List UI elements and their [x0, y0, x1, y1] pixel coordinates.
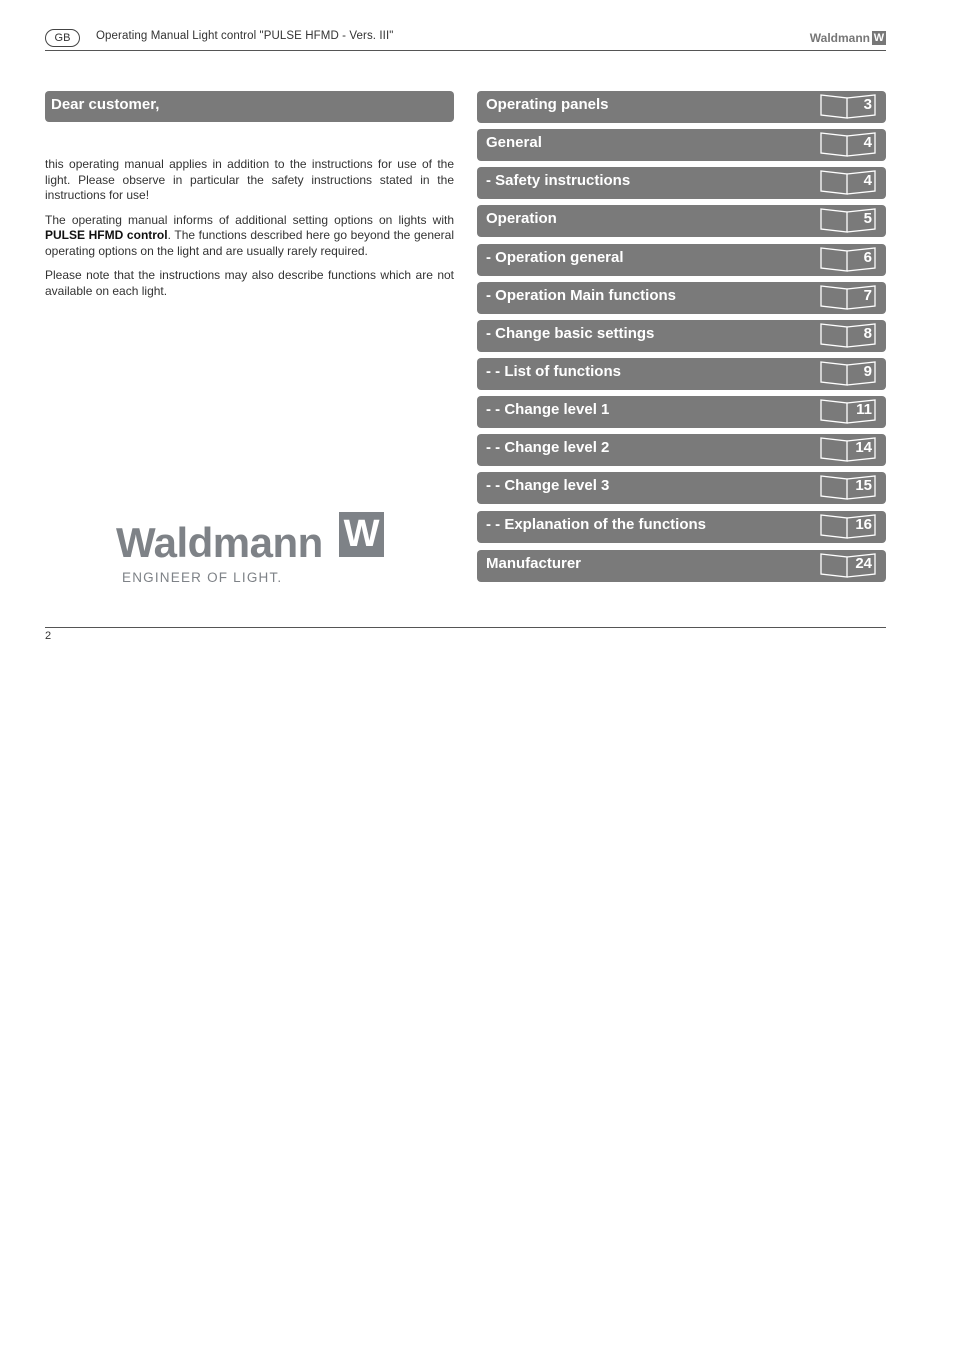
language-badge: GB [45, 29, 80, 47]
header-logo-mark: W [873, 32, 885, 44]
toc-page-number: 3 [863, 96, 872, 113]
toc-item[interactable] [477, 244, 886, 276]
toc-page-number: 5 [863, 210, 872, 227]
toc-page-number: 9 [863, 363, 872, 380]
footer-divider [45, 627, 886, 628]
toc-item-label: - - Change level 1 [486, 401, 610, 418]
toc-page-number: 4 [863, 172, 872, 189]
logo-wordmark: Waldmann [116, 519, 323, 566]
toc-item[interactable] [477, 550, 886, 582]
logo-tagline: ENGINEER OF LIGHT. [122, 570, 283, 585]
toc-item[interactable] [477, 205, 886, 237]
page-header [45, 28, 886, 51]
toc-page-number: 8 [863, 325, 872, 342]
document-title: Operating Manual Light control "PULSE HFMD - Vers. III" [96, 30, 394, 42]
toc-item-label: General [486, 134, 542, 151]
toc-page-number: 11 [856, 401, 872, 418]
toc-item-label: - Change basic settings [486, 325, 655, 342]
toc-item-label: - - Change level 3 [486, 477, 610, 494]
toc-item[interactable] [477, 91, 886, 123]
toc-item-label: Operating panels [486, 96, 609, 113]
toc-item[interactable] [477, 129, 886, 161]
intro-text [45, 157, 454, 308]
logo-mark: W [339, 512, 384, 557]
toc-item[interactable] [477, 282, 886, 314]
toc-page-number: 24 [855, 555, 872, 572]
product-name: PULSE HFMD control [45, 228, 168, 242]
toc-item[interactable] [477, 511, 886, 543]
toc-item[interactable] [477, 396, 886, 428]
intro-paragraph-2 [45, 213, 454, 260]
toc-item-label: Operation [486, 210, 557, 227]
toc-page-number: 7 [863, 287, 872, 304]
intro-paragraph-1: this operating manual applies in addition to the instructions for use of the light. Please observe in particular the safety instructions stated in the instructions for use! [45, 157, 454, 202]
toc-item[interactable] [477, 472, 886, 504]
toc-item-label: - Operation Main functions [486, 287, 676, 304]
toc-page-number: 6 [863, 249, 872, 266]
intro-p2-text-end: . The functions described here go beyond the general operating options on the light and are usually rarely required. [45, 228, 454, 258]
toc-item[interactable] [477, 320, 886, 352]
waldmann-logo [116, 512, 386, 592]
page-number: 2 [45, 630, 52, 642]
header-logo-text: Waldmann [809, 31, 870, 45]
toc-item-label: - Safety instructions [486, 172, 631, 189]
intro-paragraph-3: Please note that the instructions may also describe functions which are not available on each light. [45, 268, 454, 298]
intro-p2-text: The operating manual informs of additional setting options on lights with [45, 212, 454, 227]
toc-item[interactable] [477, 358, 886, 390]
header-logo [810, 30, 886, 46]
toc-item[interactable] [477, 167, 886, 199]
toc-item[interactable] [477, 434, 886, 466]
toc-page-number: 16 [855, 516, 872, 533]
toc-item-label: - - List of functions [486, 363, 621, 380]
toc-page-number: 4 [863, 134, 872, 151]
toc-item-label: - - Change level 2 [486, 439, 610, 456]
greeting-heading: Dear customer, [45, 91, 454, 122]
toc-item-label: - Operation general [486, 249, 624, 266]
toc-page-number: 14 [855, 439, 872, 456]
toc-page-number: 15 [855, 477, 872, 494]
toc-item-label: - - Explanation of the functions [486, 516, 706, 533]
toc-item-label: Manufacturer [486, 555, 582, 572]
